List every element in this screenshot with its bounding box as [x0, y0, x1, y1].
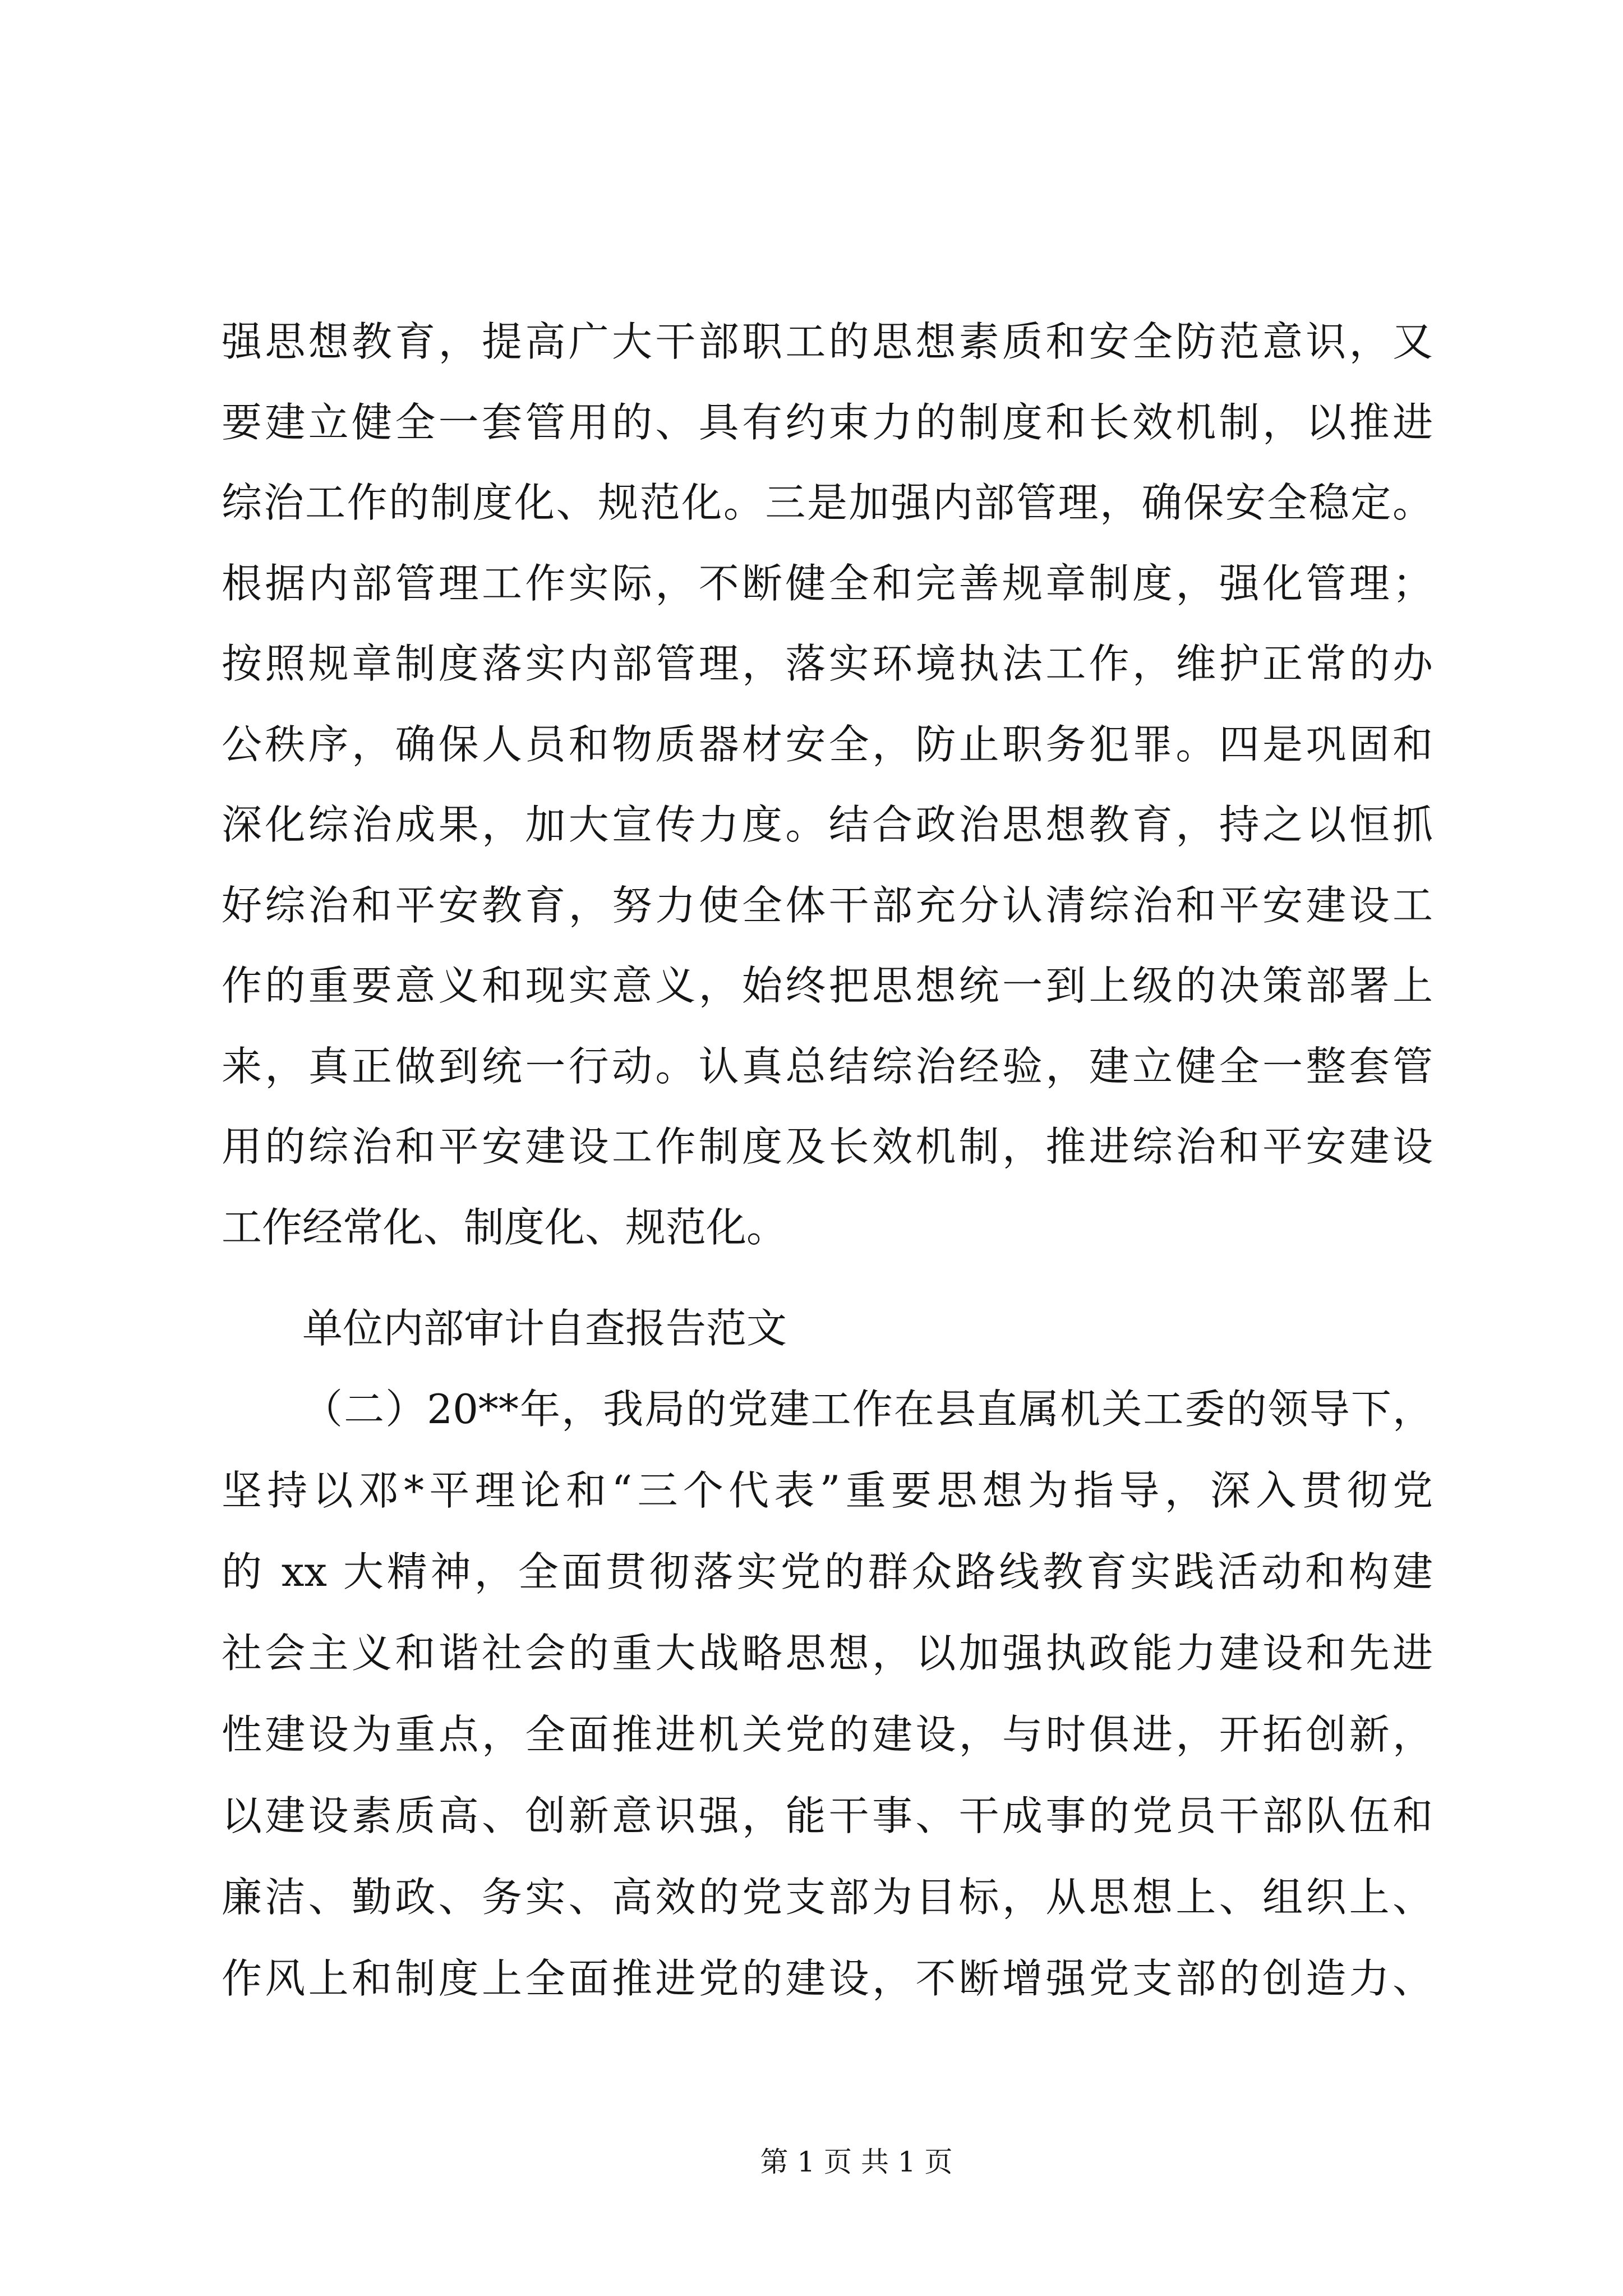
body-line: 工作经常化、制度化、规范化。: [222, 1203, 787, 1251]
body-line: 作的重要意义和现实意义，始终把思想统一到上级的决策部署上: [222, 962, 1433, 1009]
section-heading-block: [222, 1288, 1433, 1369]
body-line: 廉洁、勤政、务实、高效的党支部为目标，从思想上、组织上、: [222, 1874, 1433, 1921]
body-line: 来，真正做到统一行动。认真总结综治经验，建立健全一整套管: [222, 1042, 1433, 1090]
page-number-footer: 第 1 页 共 1 页: [760, 2146, 953, 2178]
body-line: 坚持以邓*平理论和“三个代表”重要思想为指导，深入贯彻党: [222, 1467, 1433, 1514]
body-line: 以建设素质高、创新意识强，能干事、干成事的党员干部队伍和: [222, 1792, 1433, 1839]
body-line: 公秩序，确保人员和物质器材安全，防止职务犯罪。四是巩固和: [222, 720, 1433, 768]
body-line: 深化综治成果，加大宣传力度。结合政治思想教育，持之以恒抓: [222, 801, 1433, 848]
body-line: 强思想教育，提高广大干部职工的思想素质和安全防范意识，又: [222, 318, 1433, 365]
body-line: 作风上和制度上全面推进党的建设，不断增强党支部的创造力、: [222, 1955, 1433, 2002]
body-line: （二）20**年，我局的党建工作在县直属机关工委的领导下，: [302, 1386, 1433, 1433]
body-line: 根据内部管理工作实际，不断健全和完善规章制度，强化管理；: [222, 559, 1433, 607]
body-line: 的 xx 大精神，全面贯彻落实党的群众路线教育实践活动和构建: [222, 1548, 1433, 1595]
body-line: 要建立健全一套管用的、具有约束力的制度和长效机制，以推进: [222, 398, 1433, 446]
body-line: 性建设为重点，全面推进机关党的建设，与时俱进，开拓创新，: [222, 1711, 1433, 1758]
body-paragraph-2: [222, 1369, 1433, 2019]
body-paragraph-1: [222, 302, 1433, 1268]
body-line: 社会主义和谐社会的重大战略思想，以加强执政能力建设和先进: [222, 1630, 1433, 1677]
body-line: 用的综治和平安建设工作制度及长效机制，推进综治和平安建设: [222, 1123, 1433, 1170]
body-line: 好综治和平安教育，努力使全体干部充分认清综治和平安建设工: [222, 881, 1433, 929]
section-heading: 单位内部审计自查报告范文: [302, 1305, 787, 1352]
body-line: 综治工作的制度化、规范化。三是加强内部管理，确保安全稳定。: [222, 479, 1433, 526]
body-line: 按照规章制度落实内部管理，落实环境执法工作，维护正常的办: [222, 640, 1433, 687]
